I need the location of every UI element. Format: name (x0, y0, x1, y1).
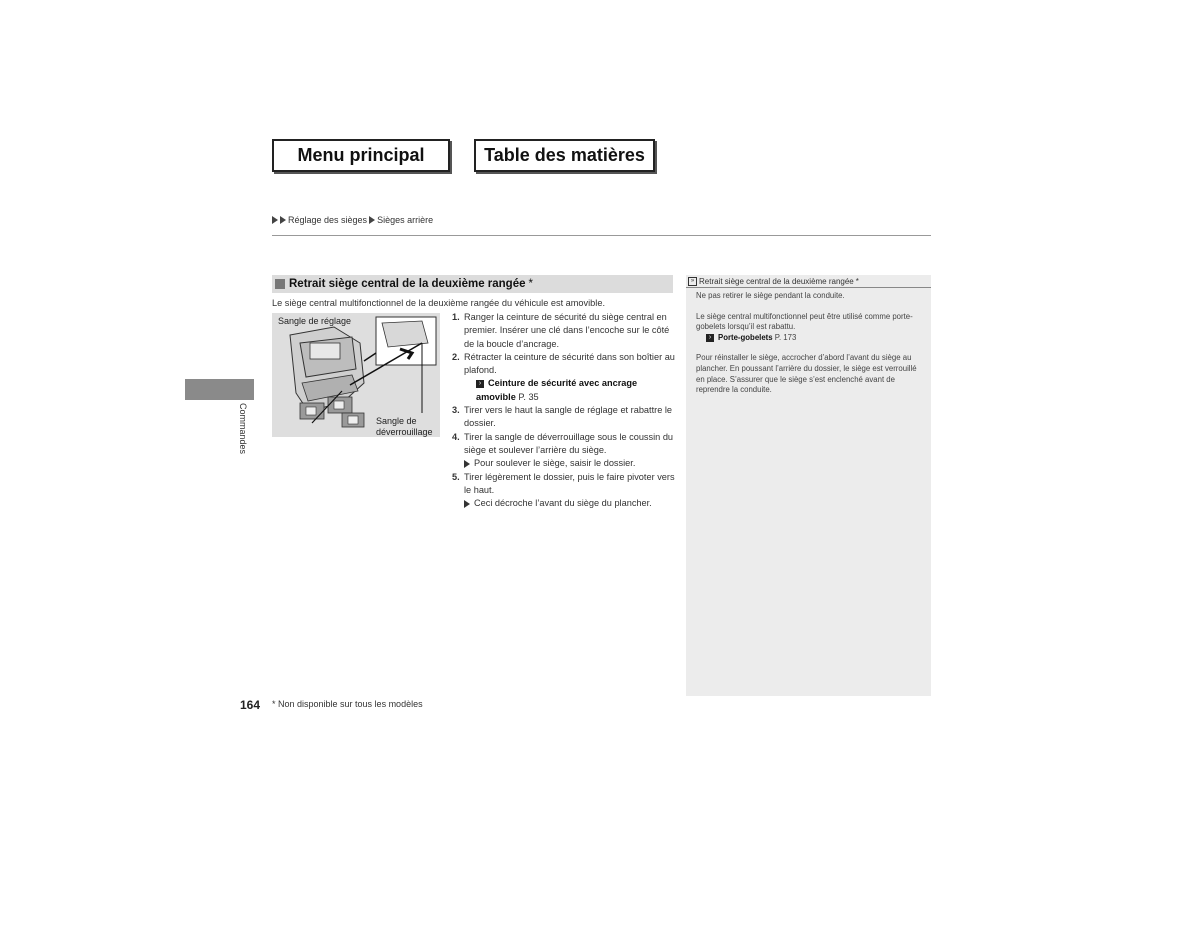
footnote-mark: * (528, 278, 533, 290)
seat-illustration (272, 313, 440, 437)
breadcrumb-arrow-icon (272, 216, 278, 224)
step-number: 5. (452, 471, 460, 482)
reference-arrow-icon: › (706, 334, 714, 342)
list-item (452, 471, 677, 498)
table-des-matieres-button[interactable]: Table des matières (474, 139, 655, 172)
sidebar-body (696, 291, 921, 406)
reference-page: P. 173 (774, 332, 797, 342)
label-release-strap: Sangle de (376, 416, 417, 426)
reference-title[interactable]: Porte-gobelets (718, 332, 773, 342)
sidebar-heading (686, 275, 931, 288)
label-adjust-strap: Sangle de réglage (278, 316, 352, 326)
footnote: * Non disponible sur tous les modèles (272, 699, 423, 709)
section-intro: Le siège central multifonctionnel de la deuxième rangée du véhicule est amovible. (272, 298, 605, 308)
step-text: Tirer vers le haut la sangle de réglage et rabattre le dossier. (464, 405, 673, 429)
step-text: Tirer légèrement le dossier, puis le faire pivoter vers le haut. (464, 471, 675, 495)
note-text: Pour soulever le siège, saisir le dossier. (474, 458, 636, 469)
breadcrumb-arrow-icon (280, 216, 286, 224)
breadcrumb (272, 215, 433, 225)
breadcrumb-arrow-icon (369, 216, 375, 224)
step-note (452, 457, 677, 470)
steps-list (452, 311, 677, 510)
breadcrumb-item: Sièges arrière (377, 215, 434, 225)
section-heading (272, 275, 673, 293)
footnote-mark: * (855, 276, 859, 286)
cross-reference[interactable] (696, 333, 921, 344)
list-item (452, 351, 677, 378)
step-text: Tirer la sangle de déverrouillage sous le coussin du siège et soulever l’arrière du siège. (464, 431, 674, 455)
sidebar-title: Retrait siège central de la deuxième rangée (699, 276, 854, 286)
list-item (452, 404, 677, 431)
list-item (452, 311, 677, 351)
square-bullet-icon (275, 279, 285, 289)
step-note (452, 497, 677, 510)
label-release-strap: déverrouillage (376, 427, 433, 437)
sidebar-paragraph: Le siège central multifonctionnel peut être utilisé comme porte-gobelets lorsqu’il est rabattu. (696, 311, 913, 332)
step-number: 2. (452, 351, 460, 362)
note-text: Ceci décroche l’avant du siège du plancher. (474, 498, 652, 509)
cross-reference[interactable] (452, 377, 677, 404)
step-text: Ranger la ceinture de sécurité du siège central en premier. Insérer une clé dans l’encoche sur le côté de la boucle d’ancrage. (464, 312, 670, 349)
header-divider (272, 235, 931, 236)
step-number: 3. (452, 405, 460, 416)
breadcrumb-item[interactable]: Réglage des sièges (288, 215, 368, 225)
note-arrow-icon (464, 500, 470, 508)
note-icon: » (688, 277, 697, 286)
step-number: 1. (452, 312, 460, 322)
list-item (452, 431, 677, 458)
reference-title[interactable]: Ceinture de sécurité avec ancrage amovible (476, 378, 638, 402)
notes-sidebar (686, 275, 931, 696)
page-number: 164 (240, 698, 261, 712)
note-arrow-icon (464, 460, 470, 468)
chapter-label: Commandes (238, 403, 248, 455)
chapter-tab (185, 379, 254, 400)
step-number: 4. (452, 431, 460, 442)
reference-arrow-icon: › (476, 380, 484, 388)
section-title: Retrait siège central de la deuxième rangée (289, 278, 526, 290)
step-text: Rétracter la ceinture de sécurité dans son boîtier au plafond. (464, 351, 675, 376)
menu-principal-button[interactable]: Menu principal (272, 139, 450, 172)
sidebar-paragraph: Ne pas retirer le siège pendant la conduite. (696, 291, 845, 300)
sidebar-paragraph: Pour réinstaller le siège, accrocher d’abord l’avant du siège au plancher. En poussant l’arrière du dossier, le siège est verrouillé en place. S’assurer que le siège s’est enclenché avant de reprendre la conduite. (696, 353, 917, 395)
reference-page: P. 35 (518, 391, 539, 402)
